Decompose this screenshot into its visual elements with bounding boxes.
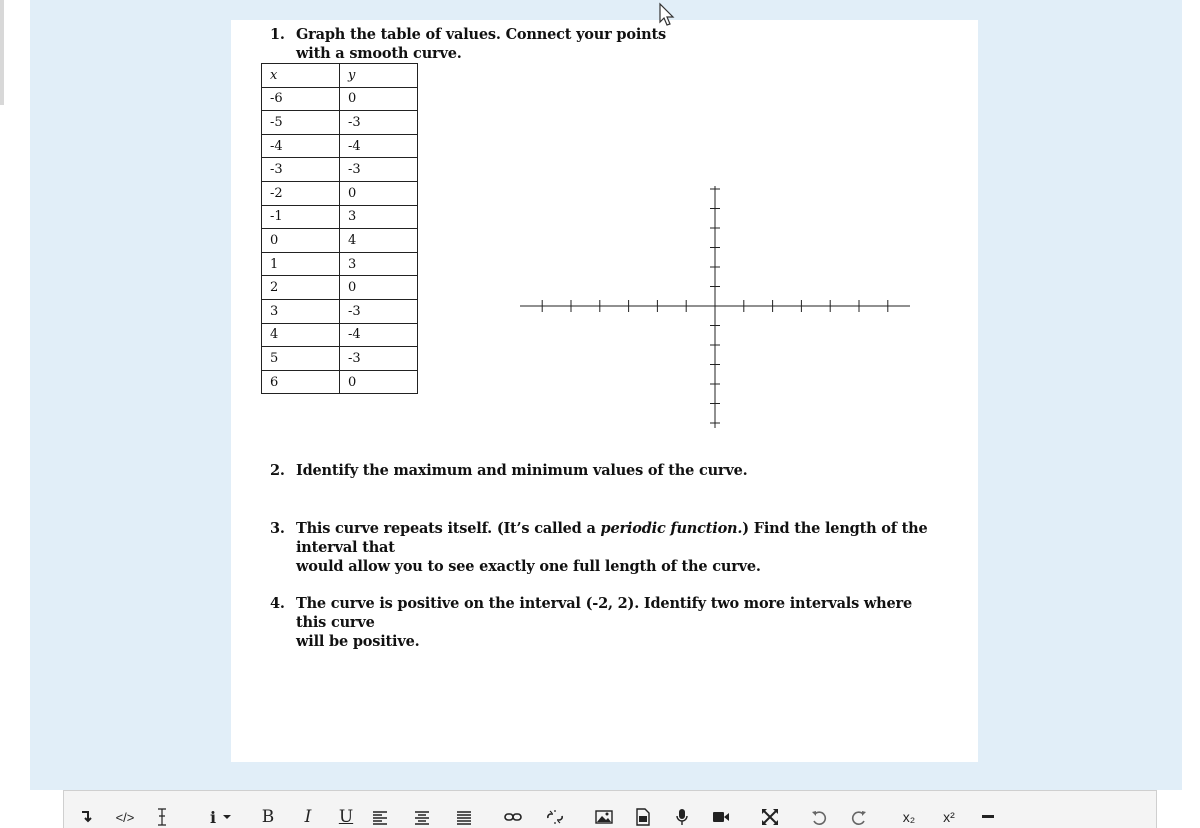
x-value-cell: 4 bbox=[262, 323, 340, 347]
image-icon bbox=[595, 810, 613, 824]
x-value-cell: -6 bbox=[262, 87, 340, 111]
text-cursor-icon bbox=[157, 808, 167, 826]
superscript-button[interactable]: x² bbox=[943, 809, 955, 825]
y-value-cell: -3 bbox=[340, 347, 418, 371]
x-value-cell: -4 bbox=[262, 134, 340, 158]
y-value-cell: -3 bbox=[340, 299, 418, 323]
align-justify-icon bbox=[456, 809, 472, 825]
y-column-header: y bbox=[340, 64, 418, 88]
coordinate-axes bbox=[520, 183, 915, 438]
unlink-button[interactable] bbox=[544, 806, 566, 828]
unlink-icon bbox=[546, 809, 564, 825]
x-value-cell: -1 bbox=[262, 205, 340, 229]
x-value-cell: -5 bbox=[262, 111, 340, 135]
y-value-cell: 3 bbox=[340, 205, 418, 229]
redo-icon bbox=[851, 809, 867, 825]
table-row bbox=[262, 181, 418, 205]
question-1-line-2: with a smooth curve. bbox=[296, 45, 462, 62]
y-value-cell: 0 bbox=[340, 181, 418, 205]
question-4-line-1: The curve is positive on the interval (-2, 2). Identify two more intervals where this curve bbox=[296, 595, 912, 631]
media-file-icon bbox=[635, 808, 651, 826]
chevron-down-icon bbox=[222, 813, 232, 821]
align-left-icon bbox=[372, 809, 388, 825]
align-center-button[interactable] bbox=[412, 806, 432, 828]
arrow-turn-down-icon bbox=[79, 809, 93, 825]
table-row bbox=[262, 229, 418, 253]
y-value-cell: -3 bbox=[340, 111, 418, 135]
table-row bbox=[262, 205, 418, 229]
underline-button[interactable]: U bbox=[338, 807, 354, 827]
align-center-icon bbox=[414, 809, 430, 825]
table-header-row bbox=[262, 64, 418, 88]
align-justify-button[interactable] bbox=[454, 806, 474, 828]
question-3-number: 3. bbox=[270, 520, 285, 537]
table-row bbox=[262, 252, 418, 276]
insert-image-button[interactable] bbox=[592, 806, 616, 828]
more-options-button[interactable] bbox=[980, 806, 996, 828]
x-value-cell: 1 bbox=[262, 252, 340, 276]
undo-icon bbox=[811, 809, 827, 825]
align-left-button[interactable] bbox=[370, 806, 390, 828]
html-code-button[interactable]: </> bbox=[115, 809, 135, 825]
y-value-cell: 0 bbox=[340, 87, 418, 111]
table-row bbox=[262, 347, 418, 371]
insert-link-button[interactable] bbox=[502, 806, 524, 828]
y-value-cell: 0 bbox=[340, 370, 418, 394]
x-column-header: x bbox=[262, 64, 340, 88]
x-value-cell: -2 bbox=[262, 181, 340, 205]
italic-button[interactable]: I bbox=[304, 807, 312, 827]
record-audio-button[interactable] bbox=[672, 806, 692, 828]
table-row bbox=[262, 276, 418, 300]
y-value-cell: 0 bbox=[340, 276, 418, 300]
y-value-cell: -4 bbox=[340, 323, 418, 347]
question-4-number: 4. bbox=[270, 595, 285, 612]
redo-button[interactable] bbox=[848, 806, 870, 828]
video-camera-icon bbox=[712, 810, 730, 824]
question-1-number: 1. bbox=[270, 26, 285, 43]
subscript-button[interactable]: x₂ bbox=[902, 809, 916, 825]
question-4-line-2: will be positive. bbox=[296, 633, 420, 650]
fullscreen-button[interactable] bbox=[758, 806, 782, 828]
x-value-cell: -3 bbox=[262, 158, 340, 182]
question-1-line-1: Graph the table of values. Connect your points bbox=[296, 26, 666, 43]
bold-button[interactable]: B bbox=[261, 807, 275, 827]
undo-button[interactable] bbox=[808, 806, 830, 828]
microphone-icon bbox=[675, 808, 689, 826]
fullscreen-icon bbox=[761, 808, 779, 826]
table-of-values bbox=[261, 63, 418, 394]
text-cursor-button[interactable] bbox=[152, 806, 172, 828]
table-row bbox=[262, 134, 418, 158]
info-icon: i bbox=[209, 807, 217, 827]
question-2-text: Identify the maximum and minimum values of the curve. bbox=[296, 462, 748, 479]
link-icon bbox=[504, 810, 522, 824]
y-value-cell: -4 bbox=[340, 134, 418, 158]
question-3-line-1: This curve repeats itself. (It’s called a periodic function.) Find the length of the interval that bbox=[296, 520, 928, 556]
collapse-toolbar-button[interactable] bbox=[76, 806, 96, 828]
x-value-cell: 0 bbox=[262, 229, 340, 253]
table-row bbox=[262, 370, 418, 394]
x-value-cell: 3 bbox=[262, 299, 340, 323]
info-dropdown-button[interactable] bbox=[203, 806, 239, 828]
y-value-cell: 3 bbox=[340, 252, 418, 276]
left-margin bbox=[0, 0, 30, 790]
table-row bbox=[262, 299, 418, 323]
table-row bbox=[262, 158, 418, 182]
horizontal-rule-icon bbox=[982, 814, 994, 820]
table-row bbox=[262, 87, 418, 111]
insert-media-button[interactable] bbox=[632, 806, 654, 828]
record-video-button[interactable] bbox=[710, 806, 732, 828]
x-value-cell: 6 bbox=[262, 370, 340, 394]
y-value-cell: -3 bbox=[340, 158, 418, 182]
table-row bbox=[262, 323, 418, 347]
question-3-line-2: would allow you to see exactly one full length of the curve. bbox=[296, 558, 761, 575]
scrollbar[interactable] bbox=[0, 0, 4, 105]
question-2-number: 2. bbox=[270, 462, 285, 479]
table-row bbox=[262, 111, 418, 135]
y-value-cell: 4 bbox=[340, 229, 418, 253]
x-value-cell: 5 bbox=[262, 347, 340, 371]
x-value-cell: 2 bbox=[262, 276, 340, 300]
